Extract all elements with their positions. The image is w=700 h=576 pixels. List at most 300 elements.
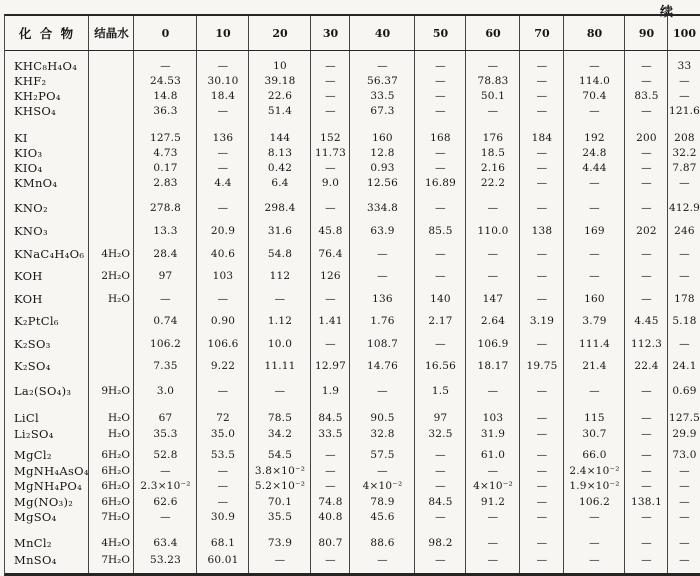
value-cell: 5.18: [672, 315, 697, 328]
value-cell: 97: [433, 411, 448, 424]
value-cell: 97: [158, 270, 173, 283]
value-cell: 7.35: [153, 360, 178, 373]
value-cell: —: [217, 495, 229, 508]
header-compound: 化 合 物: [18, 26, 76, 41]
value-cell: —: [435, 104, 446, 117]
value-cell: 52.8: [153, 449, 178, 462]
value-cell: —: [435, 146, 446, 159]
compound-formula: K₂SO₄: [14, 359, 51, 374]
temp-header: 0: [161, 26, 170, 40]
temp-header: 50: [432, 26, 449, 40]
compound-formula: KIO₄: [14, 160, 43, 175]
value-cell: 202: [636, 225, 657, 238]
value-cell: —: [536, 411, 548, 424]
value-cell: 30.9: [210, 511, 236, 524]
value-cell: 18.4: [210, 89, 236, 102]
compound-formula: Li₂SO₄: [14, 426, 54, 441]
temp-header: 30: [322, 26, 339, 40]
temp-header: 40: [374, 26, 391, 40]
compound-formula: K₂PtCl₆: [14, 314, 59, 329]
value-cell: 4.73: [153, 146, 178, 159]
value-cell: 121.6: [668, 104, 700, 117]
value-cell: —: [325, 337, 336, 350]
table-row: [5, 448, 700, 464]
value-cell: 140: [430, 292, 451, 305]
value-cell: 0.93: [370, 161, 395, 174]
value-cell: 12.8: [370, 146, 395, 159]
value-cell: 30.7: [582, 427, 607, 440]
value-cell: —: [536, 247, 548, 260]
value-cell: —: [217, 104, 229, 117]
value-cell: 73.9: [267, 537, 293, 549]
value-cell: —: [435, 480, 446, 493]
value-cell: 106.2: [149, 337, 182, 350]
value-cell: 98.2: [428, 537, 453, 549]
value-cell: —: [377, 270, 388, 283]
value-cell: 168: [430, 131, 451, 144]
value-cell: —: [217, 202, 229, 214]
value-cell: —: [589, 247, 600, 260]
table-row: [5, 426, 700, 442]
value-cell: —: [325, 480, 336, 493]
row-group: [5, 199, 700, 217]
value-cell: 4.45: [634, 315, 659, 328]
value-cell: —: [536, 337, 548, 350]
table-body: [5, 58, 700, 573]
value-cell: —: [536, 537, 548, 549]
value-cell: —: [679, 537, 690, 549]
value-cell: —: [536, 270, 548, 283]
value-cell: —: [435, 202, 446, 214]
value-cell: 67.3: [370, 104, 395, 117]
table-row: [5, 160, 700, 175]
value-cell: 30.10: [207, 74, 239, 87]
table-row: [5, 130, 700, 145]
value-cell: 138.1: [630, 495, 663, 508]
crystal-water-cell: H₂O: [108, 427, 130, 440]
value-cell: 19.75: [526, 360, 558, 373]
table-row: [5, 510, 700, 526]
value-cell: —: [160, 59, 171, 72]
value-cell: 63.4: [153, 537, 178, 549]
value-cell: —: [377, 247, 388, 260]
value-cell: —: [679, 74, 690, 87]
value-cell: 35.3: [153, 427, 178, 440]
compound-formula: KMnO₄: [14, 175, 58, 190]
value-cell: 16.56: [424, 360, 457, 373]
value-cell: 54.8: [267, 247, 293, 260]
table-row: [5, 410, 700, 426]
value-cell: —: [377, 59, 388, 72]
value-cell: 1.5: [431, 385, 450, 397]
continued-marker: 续: [659, 5, 674, 20]
value-cell: —: [641, 411, 652, 424]
compound-formula: MgNH₄PO₄: [14, 479, 83, 494]
table-row: [5, 145, 700, 160]
value-cell: —: [641, 385, 652, 397]
value-cell: 68.1: [210, 537, 236, 549]
value-cell: —: [536, 104, 548, 117]
crystal-water-cell: 2H₂O: [101, 270, 130, 283]
value-cell: 3.79: [582, 315, 607, 328]
value-cell: —: [589, 511, 600, 524]
value-cell: —: [435, 337, 446, 350]
value-cell: —: [641, 59, 652, 72]
value-cell: —: [641, 292, 652, 305]
value-cell: —: [487, 202, 499, 214]
value-cell: 1.76: [370, 315, 395, 328]
value-cell: 2.16: [480, 161, 506, 174]
compound-formula: K₂SO₃: [14, 336, 51, 351]
value-cell: 66.0: [582, 449, 607, 462]
value-cell: 412.9: [668, 202, 700, 214]
value-cell: —: [487, 59, 499, 72]
value-cell: —: [536, 449, 548, 462]
value-cell: —: [641, 202, 652, 214]
value-cell: 2.83: [153, 176, 178, 189]
value-cell: 12.56: [366, 176, 399, 189]
value-cell: —: [160, 464, 171, 477]
value-cell: —: [487, 464, 499, 477]
value-cell: 85.5: [428, 225, 453, 238]
crystal-water-cell: 4H₂O: [101, 247, 130, 260]
value-cell: 32.5: [428, 427, 453, 440]
value-cell: 112.3: [630, 337, 663, 350]
value-cell: 22.2: [480, 176, 506, 189]
value-cell: 160: [372, 131, 393, 144]
value-cell: —: [217, 59, 229, 72]
temp-header: 80: [586, 26, 603, 40]
value-cell: —: [589, 554, 600, 566]
table-row: [5, 220, 700, 243]
compound-formula: KOH: [14, 269, 43, 284]
value-cell: —: [274, 554, 286, 566]
value-cell: 2.64: [480, 315, 506, 328]
value-cell: 51.4: [267, 104, 293, 117]
value-cell: 10.0: [267, 337, 293, 350]
value-cell: 106.2: [578, 495, 611, 508]
table-row: [5, 355, 700, 378]
value-cell: 70.4: [582, 89, 607, 102]
row-group: [5, 448, 700, 526]
value-cell: —: [377, 385, 388, 397]
value-cell: —: [487, 385, 499, 397]
value-cell: —: [325, 104, 336, 117]
value-cell: —: [435, 74, 446, 87]
value-cell: —: [435, 247, 446, 260]
table-row: [5, 265, 700, 288]
value-cell: —: [435, 270, 446, 283]
value-cell: 11.11: [264, 360, 296, 373]
value-cell: 34.2: [267, 427, 293, 440]
compound-formula: MgSO₄: [14, 510, 57, 525]
value-cell: 56.37: [366, 74, 399, 87]
value-cell: —: [536, 385, 548, 397]
value-cell: 67: [158, 411, 173, 424]
temp-header: 60: [485, 26, 501, 40]
value-cell: 61.0: [480, 449, 506, 462]
value-cell: 78.83: [477, 74, 509, 87]
compound-formula: La₂(SO₄)₃: [14, 384, 72, 398]
value-cell: 22.4: [634, 360, 659, 373]
value-cell: 106.6: [207, 337, 239, 350]
value-cell: 72: [216, 411, 230, 424]
value-cell: 1.41: [318, 315, 343, 328]
table-row: [5, 384, 700, 399]
value-cell: 0.69: [672, 385, 697, 397]
value-cell: —: [641, 464, 652, 477]
table-row: [5, 535, 700, 552]
value-cell: —: [435, 449, 446, 462]
value-cell: 84.5: [318, 411, 343, 424]
value-cell: —: [487, 247, 499, 260]
value-cell: 63.9: [370, 225, 395, 238]
row-group: [5, 384, 700, 399]
value-cell: 7.87: [672, 161, 697, 174]
value-cell: 138: [531, 225, 553, 238]
value-cell: —: [536, 176, 548, 189]
value-cell: 152: [320, 131, 341, 144]
value-cell: —: [536, 161, 548, 174]
value-cell: 73.0: [672, 449, 697, 462]
value-cell: 9.0: [321, 176, 340, 189]
value-cell: 88.6: [370, 537, 395, 549]
value-cell: 4.44: [582, 161, 607, 174]
value-cell: 20.9: [210, 225, 236, 238]
table-row: [5, 243, 700, 266]
value-cell: 127.5: [668, 411, 700, 424]
value-cell: 2.3×10⁻²: [140, 480, 191, 493]
crystal-water-cell: 6H₂O: [101, 495, 130, 508]
table-row: [5, 494, 700, 510]
value-cell: 32.2: [672, 146, 697, 159]
value-cell: 10: [273, 59, 287, 72]
value-cell: —: [589, 176, 600, 189]
value-cell: 31.6: [267, 225, 293, 238]
value-cell: 1.9: [321, 385, 340, 397]
value-cell: 0.17: [153, 161, 178, 174]
value-cell: —: [641, 511, 652, 524]
value-cell: 176: [482, 131, 504, 144]
crystal-water-cell: 6H₂O: [101, 480, 130, 493]
temp-header: 20: [272, 26, 288, 40]
value-cell: —: [641, 427, 652, 440]
compound-formula: MnCl₂: [14, 536, 52, 550]
value-cell: 14.76: [366, 360, 399, 373]
value-cell: 192: [584, 131, 605, 144]
row-group: [5, 535, 700, 569]
value-cell: —: [679, 247, 690, 260]
value-cell: 110.0: [477, 225, 509, 238]
value-cell: 35.0: [210, 427, 236, 440]
compound-formula: Mg(NO₃)₂: [14, 494, 74, 509]
table-row: [5, 103, 700, 118]
crystal-water-cell: 7H₂O: [101, 554, 130, 566]
value-cell: 21.4: [582, 360, 607, 373]
value-cell: —: [536, 427, 548, 440]
value-cell: 78.5: [267, 411, 293, 424]
row-group: [5, 410, 700, 442]
temp-header: 100: [673, 26, 696, 40]
value-cell: 208: [674, 131, 695, 144]
temp-header: 10: [215, 26, 231, 40]
value-cell: 4.4: [214, 176, 232, 189]
value-cell: 126: [320, 270, 341, 283]
compound-formula: KIO₃: [14, 145, 43, 160]
value-cell: 136: [212, 131, 234, 144]
value-cell: —: [325, 449, 336, 462]
value-cell: 90.5: [370, 411, 395, 424]
value-cell: —: [435, 59, 446, 72]
value-cell: 33.5: [318, 427, 343, 440]
value-cell: —: [536, 511, 548, 524]
table-row: [5, 288, 700, 311]
value-cell: —: [274, 292, 286, 305]
value-cell: 39.18: [264, 74, 296, 87]
value-cell: —: [679, 464, 690, 477]
value-cell: 45.8: [318, 225, 343, 238]
value-cell: 103: [482, 411, 504, 424]
value-cell: 40.6: [210, 247, 236, 260]
crystal-water-cell: 4H₂O: [101, 537, 130, 549]
value-cell: 3.8×10⁻²: [254, 464, 306, 477]
crystal-water-cell: 7H₂O: [101, 511, 130, 524]
value-cell: 127.5: [149, 131, 182, 144]
value-cell: —: [217, 161, 229, 174]
value-cell: —: [487, 537, 499, 549]
value-cell: —: [325, 464, 336, 477]
value-cell: 0.42: [267, 161, 293, 174]
value-cell: —: [641, 270, 652, 283]
table-row: [5, 199, 700, 217]
value-cell: —: [274, 385, 286, 397]
value-cell: —: [325, 292, 336, 305]
value-cell: 108.7: [366, 337, 399, 350]
value-cell: 1.12: [267, 315, 293, 328]
value-cell: 111.4: [578, 337, 611, 350]
value-cell: —: [487, 511, 499, 524]
compound-formula: KNaC₄H₄O₆: [14, 246, 85, 261]
value-cell: 36.3: [153, 104, 178, 117]
value-cell: 3.0: [156, 385, 175, 397]
value-cell: 53.5: [210, 449, 236, 462]
value-cell: 103: [212, 270, 234, 283]
value-cell: —: [435, 464, 446, 477]
value-cell: —: [641, 161, 652, 174]
crystal-water-cell: H₂O: [108, 292, 130, 305]
value-cell: —: [641, 449, 652, 462]
value-cell: 0.90: [210, 315, 236, 328]
value-cell: —: [536, 480, 548, 493]
value-cell: —: [217, 292, 229, 305]
value-cell: —: [377, 464, 388, 477]
value-cell: 80.7: [318, 537, 343, 549]
value-cell: —: [217, 385, 229, 397]
crystal-water-cell: 9H₂O: [101, 385, 130, 397]
crystal-water-cell: H₂O: [108, 411, 130, 424]
temp-header: 90: [638, 26, 655, 40]
value-cell: —: [641, 74, 652, 87]
value-cell: 24.53: [149, 74, 182, 87]
compound-formula: KI: [14, 130, 28, 145]
value-cell: —: [160, 292, 171, 305]
value-cell: 200: [636, 131, 657, 144]
value-cell: 35.5: [267, 511, 293, 524]
value-cell: —: [435, 511, 446, 524]
value-cell: —: [536, 89, 548, 102]
value-cell: 278.8: [149, 202, 182, 214]
value-cell: 45.6: [370, 511, 395, 524]
compound-formula: LiCl: [14, 410, 39, 425]
value-cell: 32.8: [370, 427, 395, 440]
compound-formula: KH₂PO₄: [14, 88, 61, 103]
table-row: [5, 552, 700, 569]
compound-formula: KNO₃: [14, 224, 48, 239]
value-cell: 40.8: [318, 511, 343, 524]
value-cell: 62.6: [153, 495, 178, 508]
table-row: [5, 479, 700, 495]
value-cell: 136: [372, 292, 393, 305]
value-cell: 5.2×10⁻²: [254, 480, 306, 493]
value-cell: —: [641, 247, 652, 260]
value-cell: —: [536, 202, 548, 214]
compound-formula: KHSO₄: [14, 103, 57, 118]
value-cell: 4×10⁻²: [362, 480, 403, 493]
value-cell: —: [641, 480, 652, 493]
value-cell: 2.4×10⁻²: [569, 464, 620, 477]
value-cell: 91.2: [480, 495, 506, 508]
compound-formula: MgCl₂: [14, 448, 52, 463]
value-cell: —: [160, 511, 171, 524]
value-cell: —: [487, 270, 499, 283]
temp-header: 70: [534, 26, 550, 40]
value-cell: —: [325, 89, 336, 102]
value-cell: 29.9: [672, 427, 697, 440]
solubility-table: [4, 14, 700, 576]
compound-formula: KNO₂: [14, 201, 48, 215]
value-cell: 33.5: [370, 89, 395, 102]
value-cell: 115: [584, 411, 605, 424]
value-cell: 3.19: [529, 315, 555, 328]
value-cell: —: [536, 464, 548, 477]
value-cell: —: [641, 104, 652, 117]
value-cell: —: [536, 146, 548, 159]
value-cell: —: [589, 270, 600, 283]
value-cell: 70.1: [267, 495, 293, 508]
value-cell: —: [536, 74, 548, 87]
value-cell: —: [536, 292, 548, 305]
value-cell: —: [589, 59, 600, 72]
value-cell: 8.13: [267, 146, 293, 159]
value-cell: —: [589, 385, 600, 397]
value-cell: —: [679, 176, 690, 189]
value-cell: —: [487, 554, 499, 566]
value-cell: 57.5: [370, 449, 395, 462]
value-cell: —: [217, 480, 229, 493]
value-cell: —: [679, 554, 690, 566]
table-row: [5, 463, 700, 479]
table-row: [5, 73, 700, 88]
value-cell: 84.5: [428, 495, 453, 508]
value-cell: 50.1: [480, 89, 506, 102]
value-cell: —: [377, 554, 388, 566]
value-cell: 83.5: [634, 89, 659, 102]
value-cell: 28.4: [153, 247, 178, 260]
value-cell: 106.9: [477, 337, 509, 350]
value-cell: —: [435, 89, 446, 102]
value-cell: —: [487, 104, 499, 117]
value-cell: 2.17: [428, 315, 453, 328]
